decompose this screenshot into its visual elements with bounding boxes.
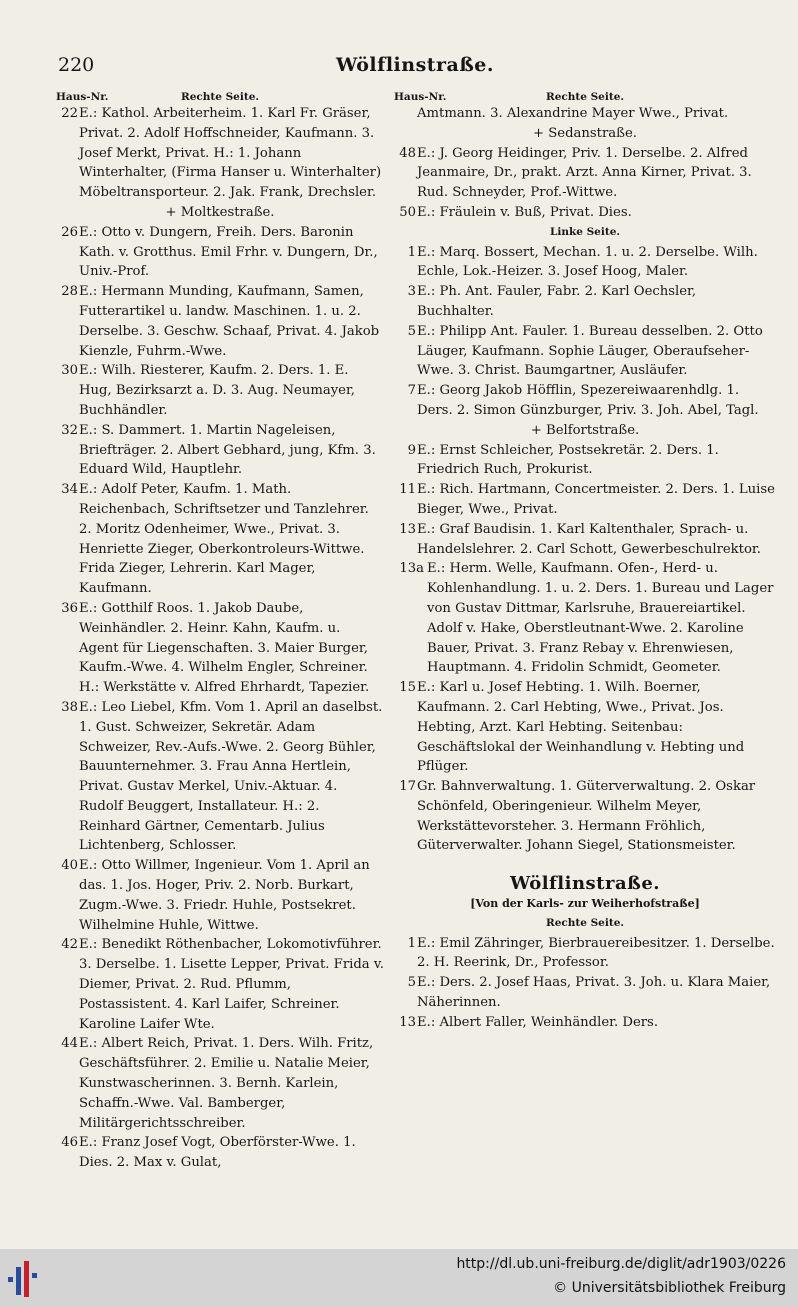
house-number: 5: [407, 975, 416, 991]
entry-text: E.: Kathol. Arbeiterheim. 1. Karl Fr. Gräser, Privat. 2. Adolf Hoffschneider, Kaufmann. 3. Josef Merkt, Privat. H.: 1. Johann Winterhalter, (Firma Hanser u. Winterhalter) Möbeltransporteur. 2. Jak. Frank, Drechsler.: [79, 106, 382, 201]
house-entry: [394, 441, 776, 481]
right-entries: [394, 104, 776, 1033]
house-number: 36: [61, 600, 78, 616]
house-entry: [56, 599, 384, 698]
entry-text: E.: Otto Willmer, Ingenieur. Vom 1. April an das. 1. Jos. Hoger, Priv. 2. Norb. Burkart, Zugm.-Wwe. 3. Friedr. Huhle, Postsekret. Wilhelmine Huhle, Wittwe.: [79, 858, 370, 933]
entry-text: E.: Gotthilf Roos. 1. Jakob Daube, Weinhändler. 2. Heinr. Kahn, Kaufm. u. Agent für Liegenschaften. 3. Maier Burger, Kaufm.-Wwe. 4. Wilhelm Engler, Schreiner. H.: Werkstätte v. Alfred Ehrhardt, Tapezier.: [79, 600, 370, 696]
entry-text: Amtmann. 3. Alexandrine Mayer Wwe., Privat.: [417, 106, 729, 121]
house-number: 48: [399, 145, 416, 161]
entry-text: E.: Marq. Bossert, Mechan. 1. u. 2. Derselbe. Wilh. Echle, Lok.-Heizer. 3. Josef Hoog, Maler.: [417, 244, 758, 280]
entry-text: E.: Ernst Schleicher, Postsekretär. 2. Ders. 1. Friedrich Ruch, Prokurist.: [417, 442, 719, 478]
house-entry: [56, 104, 384, 203]
house-number-heading: Haus-Nr.: [394, 91, 447, 103]
house-entry: [394, 1013, 776, 1033]
street-title: Wölflinstraße.: [509, 873, 661, 895]
column-heading: [56, 86, 384, 104]
house-entry: [394, 559, 776, 678]
house-entry: [394, 381, 776, 421]
house-number: 42: [61, 937, 78, 953]
house-entry: [394, 243, 776, 283]
street-subtitle: [Von der Karls- zur Weiherhofstraße]: [470, 897, 700, 911]
side-subheading: Linke Seite.: [549, 225, 621, 238]
entry-text: E.: Karl u. Josef Hebting. 1. Wilh. Boerner, Kaufmann. 2. Carl Hebting, Wwe., Privat. Jos. Hebting, Arzt. Karl Hebting. Seitenbau: Geschäftslokal der Weinhandlung v. Hebting und Pflüger.: [417, 680, 745, 775]
house-entry: [394, 678, 776, 777]
left-column: [56, 86, 384, 1173]
house-number: 44: [61, 1036, 78, 1052]
page-number: 220: [58, 54, 95, 76]
entry-text: E.: Benedikt Röthenbacher, Lokomotivführer. 3. Derselbe. 1. Lisette Lepper, Privat. Frida v. Diemer, Privat. 2. Rud. Pflumm, Postassistent. 4. Karl Laifer, Schreiner. Karoline Laifer Wte.: [79, 937, 384, 1032]
house-entry: [394, 520, 776, 560]
house-number: 22: [61, 106, 78, 121]
house-entry: [56, 1133, 384, 1173]
side-heading: Rechte Seite.: [180, 91, 260, 103]
house-number: 15: [399, 680, 416, 696]
house-entry: [394, 282, 776, 322]
cross-street: + Moltkestraße.: [165, 204, 275, 220]
house-number: 3: [407, 284, 416, 300]
house-number: 5: [407, 323, 416, 339]
footer-copyright: © Universitätsbibliothek Freiburg: [553, 1280, 786, 1296]
right-column: [394, 86, 776, 1033]
house-entry: [394, 203, 776, 223]
running-title: Wölflinstraße.: [335, 54, 495, 76]
side-heading: Rechte Seite.: [545, 91, 625, 103]
house-number: 30: [61, 363, 78, 379]
house-entry: [394, 777, 776, 856]
house-number: 13: [399, 521, 416, 537]
house-entry: [56, 480, 384, 599]
cross-street: + Belfortstraße.: [530, 422, 640, 438]
house-entry: [394, 480, 776, 520]
entry-text: E.: S. Dammert. 1. Martin Nageleisen, Briefträger. 2. Albert Gebhard, jung, Kfm. 3. Eduard Wild, Hauptlehr.: [79, 422, 376, 478]
entry-text: E.: Graf Baudisin. 1. Karl Kaltenthaler, Sprach- u. Handelslehrer. 2. Carl Schott, Gewerbeschulrektor.: [417, 521, 761, 557]
house-number: 46: [61, 1135, 78, 1151]
house-number: 28: [61, 284, 78, 300]
house-number: 13: [399, 1014, 416, 1030]
house-number: 40: [61, 858, 78, 874]
footer-url-link[interactable]: http://dl.ub.uni-freiburg.de/diglit/adr1903/0226: [456, 1256, 786, 1272]
house-number: 9: [407, 442, 416, 458]
house-number: 38: [61, 699, 78, 715]
house-number: 7: [407, 383, 416, 399]
house-number: 1: [407, 244, 416, 260]
entry-text: E.: Hermann Munding, Kaufmann, Samen, Futterartikel u. landw. Maschinen. 1. u. 2. Derselbe. 3. Geschw. Schaaf, Privat. 4. Jakob Kienzle, Fuhrm.-Wwe.: [79, 284, 380, 359]
house-entry: [56, 856, 384, 935]
house-entry: [56, 223, 384, 282]
house-entry: [394, 973, 776, 1013]
column-heading: [394, 86, 776, 104]
entry-text: E.: Albert Faller, Weinhändler. Ders.: [417, 1014, 659, 1030]
house-entry: [56, 361, 384, 420]
house-number: 1: [407, 935, 416, 951]
house-entry: [394, 934, 776, 974]
house-number: 32: [61, 422, 78, 438]
house-entry: [56, 1034, 384, 1133]
house-entry: [56, 935, 384, 1034]
entry-text: E.: Otto v. Dungern, Freih. Ders. Baronin Kath. v. Grotthus. Emil Frhr. v. Dungern, Dr., Univ.-Prof.: [79, 224, 378, 280]
entry-text: E.: Adolf Peter, Kaufm. 1. Math. Reichenbach, Schriftsetzer und Tanzlehrer. 2. Moritz Odenheimer, Wwe., Privat. 3. Henriette Zieger, Oberkontroleurs-Wittwe. Frida Zieger, Lehrerin. Karl Mager, Kaufmann.: [79, 482, 369, 597]
entry-text: E.: Franz Josef Vogt, Oberförster-Wwe. 1. Dies. 2. Max v. Gulat,: [79, 1135, 356, 1171]
house-number-heading: Haus-Nr.: [56, 91, 109, 103]
entry-text: E.: Ders. 2. Josef Haas, Privat. 3. Joh. u. Klara Maier, Näherinnen.: [417, 975, 771, 1011]
cross-street: + Sedanstraße.: [533, 125, 637, 141]
entry-text: E.: Rich. Hartmann, Concertmeister. 2. Ders. 1. Luise Bieger, Wwe., Privat.: [417, 482, 775, 517]
house-number: 26: [61, 224, 78, 240]
house-entry: [394, 104, 776, 124]
entry-text: E.: Emil Zähringer, Bierbrauereibesitzer. 1. Derselbe. 2. H. Reerink, Dr., Professor.: [417, 935, 775, 971]
house-entry: [394, 322, 776, 381]
house-number: 11: [399, 482, 416, 498]
entry-text: E.: Herm. Welle, Kaufmann. Ofen-, Herd- u. Kohlenhandlung. 1. u. 2. Ders. 1. Bureau und Lager von Gustav Dittmar, Karlsruhe, Brauereiartikel. Adolf v. Hake, Oberstleutnant-Wwe. 2. Karoline Bauer, Privat. 3. Franz Rebay v. Ehrenwiesen, Hauptmann. 4. Fridolin Schmidt, Geometer.: [427, 561, 774, 676]
entry-text: E.: Philipp Ant. Fauler. 1. Bureau desselben. 2. Otto Läuger, Kaufmann. Sophie Läuger, Oberaufseher-Wwe. 3. Christ. Baumgartner, Ausläufer.: [417, 323, 763, 379]
entry-text: E.: Fräulein v. Buß, Privat. Dies.: [417, 204, 632, 220]
left-entries: [56, 104, 384, 1173]
page-header: [58, 54, 772, 82]
entry-text: E.: J. Georg Heidinger, Priv. 1. Derselbe. 2. Alfred Jeanmaire, Dr., prakt. Arzt. Anna Kirner, Privat. 3. Rud. Schneyder, Prof.-Wittwe.: [417, 145, 752, 201]
footer-band: [0, 1249, 798, 1307]
entry-text: E.: Leo Liebel, Kfm. Vom 1. April an daselbst. 1. Gust. Schweizer, Sekretär. Adam Schweizer, Rev.-Aufs.-Wwe. 2. Georg Bühler, Bauunternehmer. 3. Frau Anna Hertlein, Privat. Gustav Merkel, Univ.-Aktuar. 4. Rudolf Beuggert, Installateur. H.: 2. Reinhard Gärtner, Cementarb. Julius Lichtenberg, Schlosser.: [79, 699, 383, 854]
house-entry: [394, 144, 776, 203]
house-entry: [56, 698, 384, 856]
house-number: 17: [399, 779, 416, 795]
entry-text: Gr. Bahnverwaltung. 1. Güterverwaltung. 2. Oskar Schönfeld, Oberingenieur. Wilhelm Meyer, Werkstättevorsteher. 3. Hermann Fröhlich, Güterverwalter. Johann Siegel, Stationsmeister.: [417, 779, 756, 854]
house-number: 50: [399, 204, 416, 220]
entry-text: E.: Georg Jakob Höfflin, Spezereiwaarenhdlg. 1. Ders. 2. Simon Günzburger, Priv. 3. Joh. Abel, Tagl.: [417, 383, 759, 418]
house-entry: [56, 421, 384, 480]
entry-text: E.: Wilh. Riesterer, Kaufm. 2. Ders. 1. E. Hug, Bezirksarzt a. D. 3. Aug. Neumayer, Buchhändler.: [79, 363, 356, 418]
entry-text: E.: Ph. Ant. Fauler, Fabr. 2. Karl Oechsler, Buchhalter.: [417, 284, 697, 319]
house-entry: [56, 282, 384, 361]
ub-freiburg-logo-icon: [6, 1259, 42, 1299]
house-number: 13a: [399, 561, 424, 577]
entry-text: E.: Albert Reich, Privat. 1. Ders. Wilh. Fritz, Geschäftsführer. 2. Emilie u. Natalie Meier, Kunstwascherinnen. 3. Bernh. Karlein, Schaffn.-Wwe. Val. Bamberger, Militärgerichtsschreiber.: [79, 1036, 374, 1131]
house-number: 34: [61, 482, 78, 498]
side-subheading: Rechte Seite.: [545, 916, 625, 929]
